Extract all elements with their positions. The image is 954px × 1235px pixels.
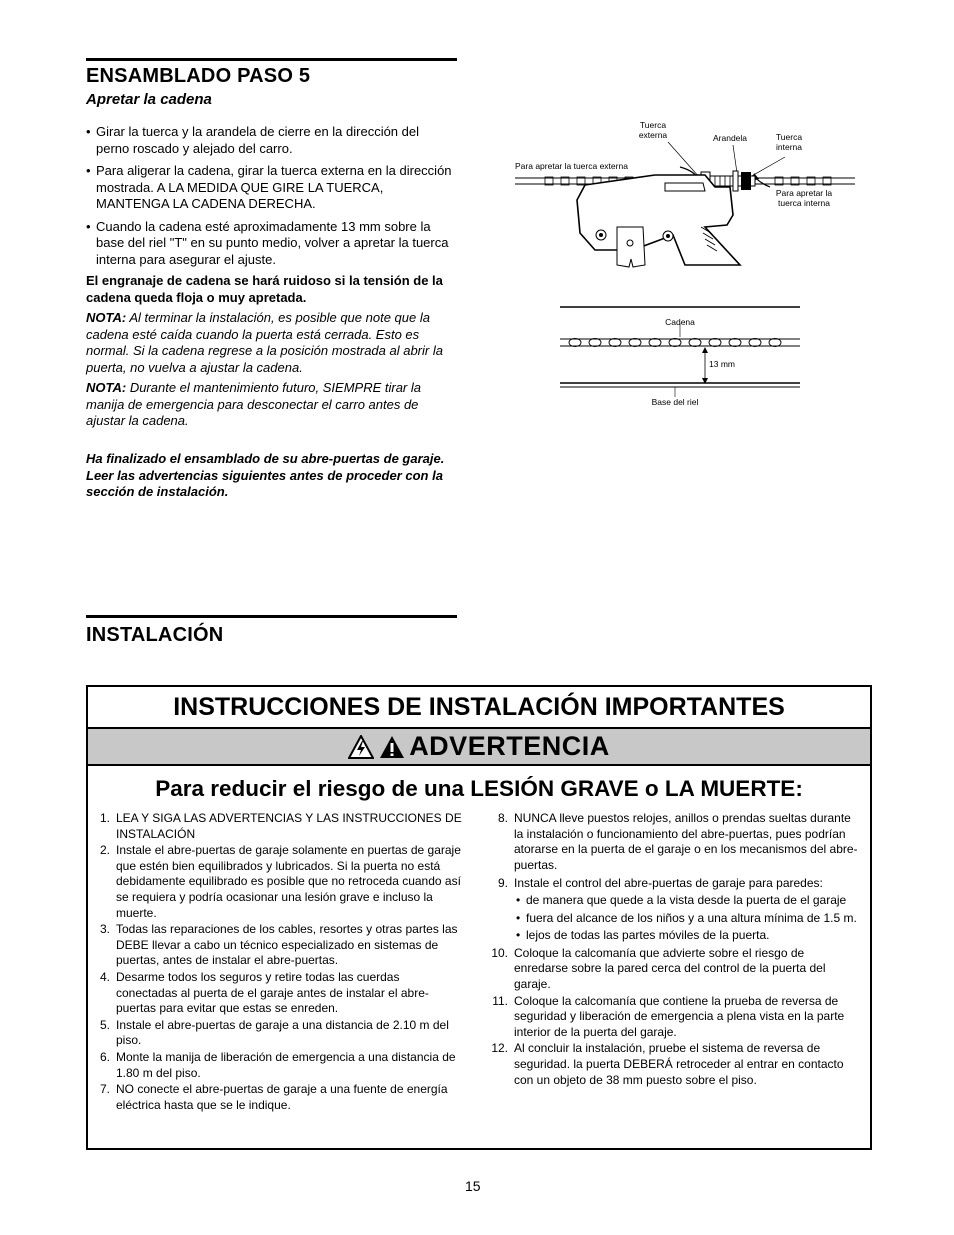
step-title: ENSAMBLADO PASO 5 <box>86 65 311 87</box>
label-tighten-outer: Para apretar la tuerca externa <box>515 161 628 171</box>
note-1 <box>86 310 454 376</box>
final-note: Ha finalizado el ensamblado de su abre-puertas de garaje. Leer las advertencias siguientes antes de proceder con la sección de instalación. <box>86 451 445 499</box>
label-washer: Arandela <box>712 133 748 143</box>
warning-list-right <box>486 811 861 1089</box>
list-item: 9. Instale el control del abre-puertas de garaje para paredes: • de manera que quede a la vista desde la puerta de el garaje • fuera del alcance de los niños y a una altura mínima de 1.5 m. • lejos de todas las partes móviles de la puerta. <box>486 876 861 943</box>
list-item: 7. NO conecte el abre-puertas de garaje a una fuente de energía eléctrica hasta que se le indique. <box>99 1082 448 1112</box>
diagram-drawing <box>505 115 865 415</box>
risk-heading: Para reducir el riesgo de una LESIÓN GRAVE o LA MUERTE: <box>155 776 803 801</box>
label-chain: Cadena <box>665 317 695 327</box>
list-item: • Para aligerar la cadena, girar la tuerca externa en la dirección mostrada. A LA MEDIDA QUE GIRE LA TUERCA, MANTENGA LA CADENA DERECHA. <box>86 163 454 213</box>
warning-box-title: INSTRUCCIONES DE INSTALACIÓN IMPORTANTES <box>88 687 870 729</box>
install-title: INSTALACIÓN <box>86 624 224 646</box>
note-label: NOTA: <box>86 310 127 325</box>
warning-bar <box>88 729 870 766</box>
warning-word: ADVERTENCIA <box>409 731 610 761</box>
sub-list <box>514 893 861 944</box>
list-item: • de manera que quede a la vista desde la puerta de el garaje <box>514 893 861 909</box>
warning-triangle-icon <box>379 735 405 759</box>
warning-box <box>86 685 872 1150</box>
label-inner-nut: Tuerca interna <box>775 132 803 152</box>
label-13mm: 13 mm <box>709 359 735 369</box>
page-number: 15 <box>465 1178 481 1194</box>
note-text: Durante el mantenimiento futuro, SIEMPRE tirar la manija de emergencia para desconectar el carro antes de ajustar la cadena. <box>86 380 421 428</box>
list-item: 4. Desarme todos los seguros y retire todas las cuerdas conectadas al puerta de el garaje antes de instalar el abre-puertas para evitar que estas se enreden. <box>99 969 429 1016</box>
list-item: 2. Instale el abre-puertas de garaje solamente en puertas de garaje que estén bien equilibrados y lubricados. Si la puerta no está debidamente equilibrado es posible que no retroceda cuando así se requiera y podría ocasionar una lesión grave e incluso la muerte. <box>99 843 461 920</box>
list-item: 10. Coloque la calcomanía que advierte sobre el riesgo de enredarse sobre la pared cerca del control de la puerta del garaje. <box>491 945 826 991</box>
list-item: 3. Todas las reparaciones de los cables, resortes y otras partes las DEBE llevar a cabo un técnico especializado en sistemas de puertas, antes de instalar el abre-puertas. <box>99 922 458 968</box>
step-subtitle: Apretar la cadena <box>86 91 212 108</box>
bold-note: El engranaje de cadena se hará ruidoso si la tensión de la cadena queda floja o muy apretada. <box>86 273 443 305</box>
list-item: 6. Monte la manija de liberación de emergencia a una distancia de 1.80 m del piso. <box>99 1049 456 1080</box>
list-item: 8. NUNCA lleve puestos relojes, anillos o prendas sueltas durante la instalación o funcionamiento del abre-puertas, pues podrían atorarse en la puerta de el garaje o en los mecanismos del abre-puertas. <box>497 811 858 872</box>
note-2 <box>86 380 454 430</box>
install-rule <box>86 615 457 618</box>
list-item: 1. LEA Y SIGA LAS ADVERTENCIAS Y LAS INSTRUCCIONES DE INSTALACIÓN <box>99 811 462 841</box>
top-rule <box>86 58 457 61</box>
list-item: 12. Al concluir la instalación, pruebe el sistema de reversa de seguridad. la puerta DEBERÁ retroceder al entrar en contacto con un objeto de 38 mm puesto sobre el piso. <box>491 1041 844 1087</box>
chain-adjustment-diagram <box>505 115 865 415</box>
note-text: Al terminar la instalación, es posible que note que la cadena esté caída cuando la puerta está cerrada. Esto es normal. Si la cadena regrese a la posición mostrada al abrir la puerta, no vuelva a ajustar la cadena. <box>86 310 443 375</box>
label-outer-nut: Tuerca externa <box>638 120 668 140</box>
label-tighten-inner: Para apretar la tuerca interna <box>775 188 833 208</box>
list-item: • Girar la tuerca y la arandela de cierre en la dirección del perno roscado y alejado del carro. <box>86 124 454 157</box>
list-item: 11. Coloque la calcomanía que contiene la prueba de reversa de seguridad y liberación de emergencia a plena vista en la parte interior de la puerta del garaje. <box>492 993 845 1039</box>
note-label: NOTA: <box>86 380 127 395</box>
electric-hazard-icon <box>348 735 374 759</box>
list-item: 5. Instale el abre-puertas de garaje a una distancia de 2.10 m del piso. <box>99 1017 449 1048</box>
label-rail-base: Base del riel <box>651 397 699 407</box>
step-body <box>86 124 454 434</box>
step-bullets <box>86 124 454 268</box>
list-item: • Cuando la cadena esté aproximadamente 13 mm sobre la base del riel "T" en su punto medio, volver a apretar la tuerca interna para asegurar el ajuste. <box>86 219 454 269</box>
chain-run <box>560 339 800 347</box>
list-item: • fuera del alcance de los niños y a una altura mínima de 1.5 m. <box>514 911 861 927</box>
list-item: • lejos de todas las partes móviles de la puerta. <box>514 928 861 944</box>
warning-list-left <box>88 811 463 1114</box>
